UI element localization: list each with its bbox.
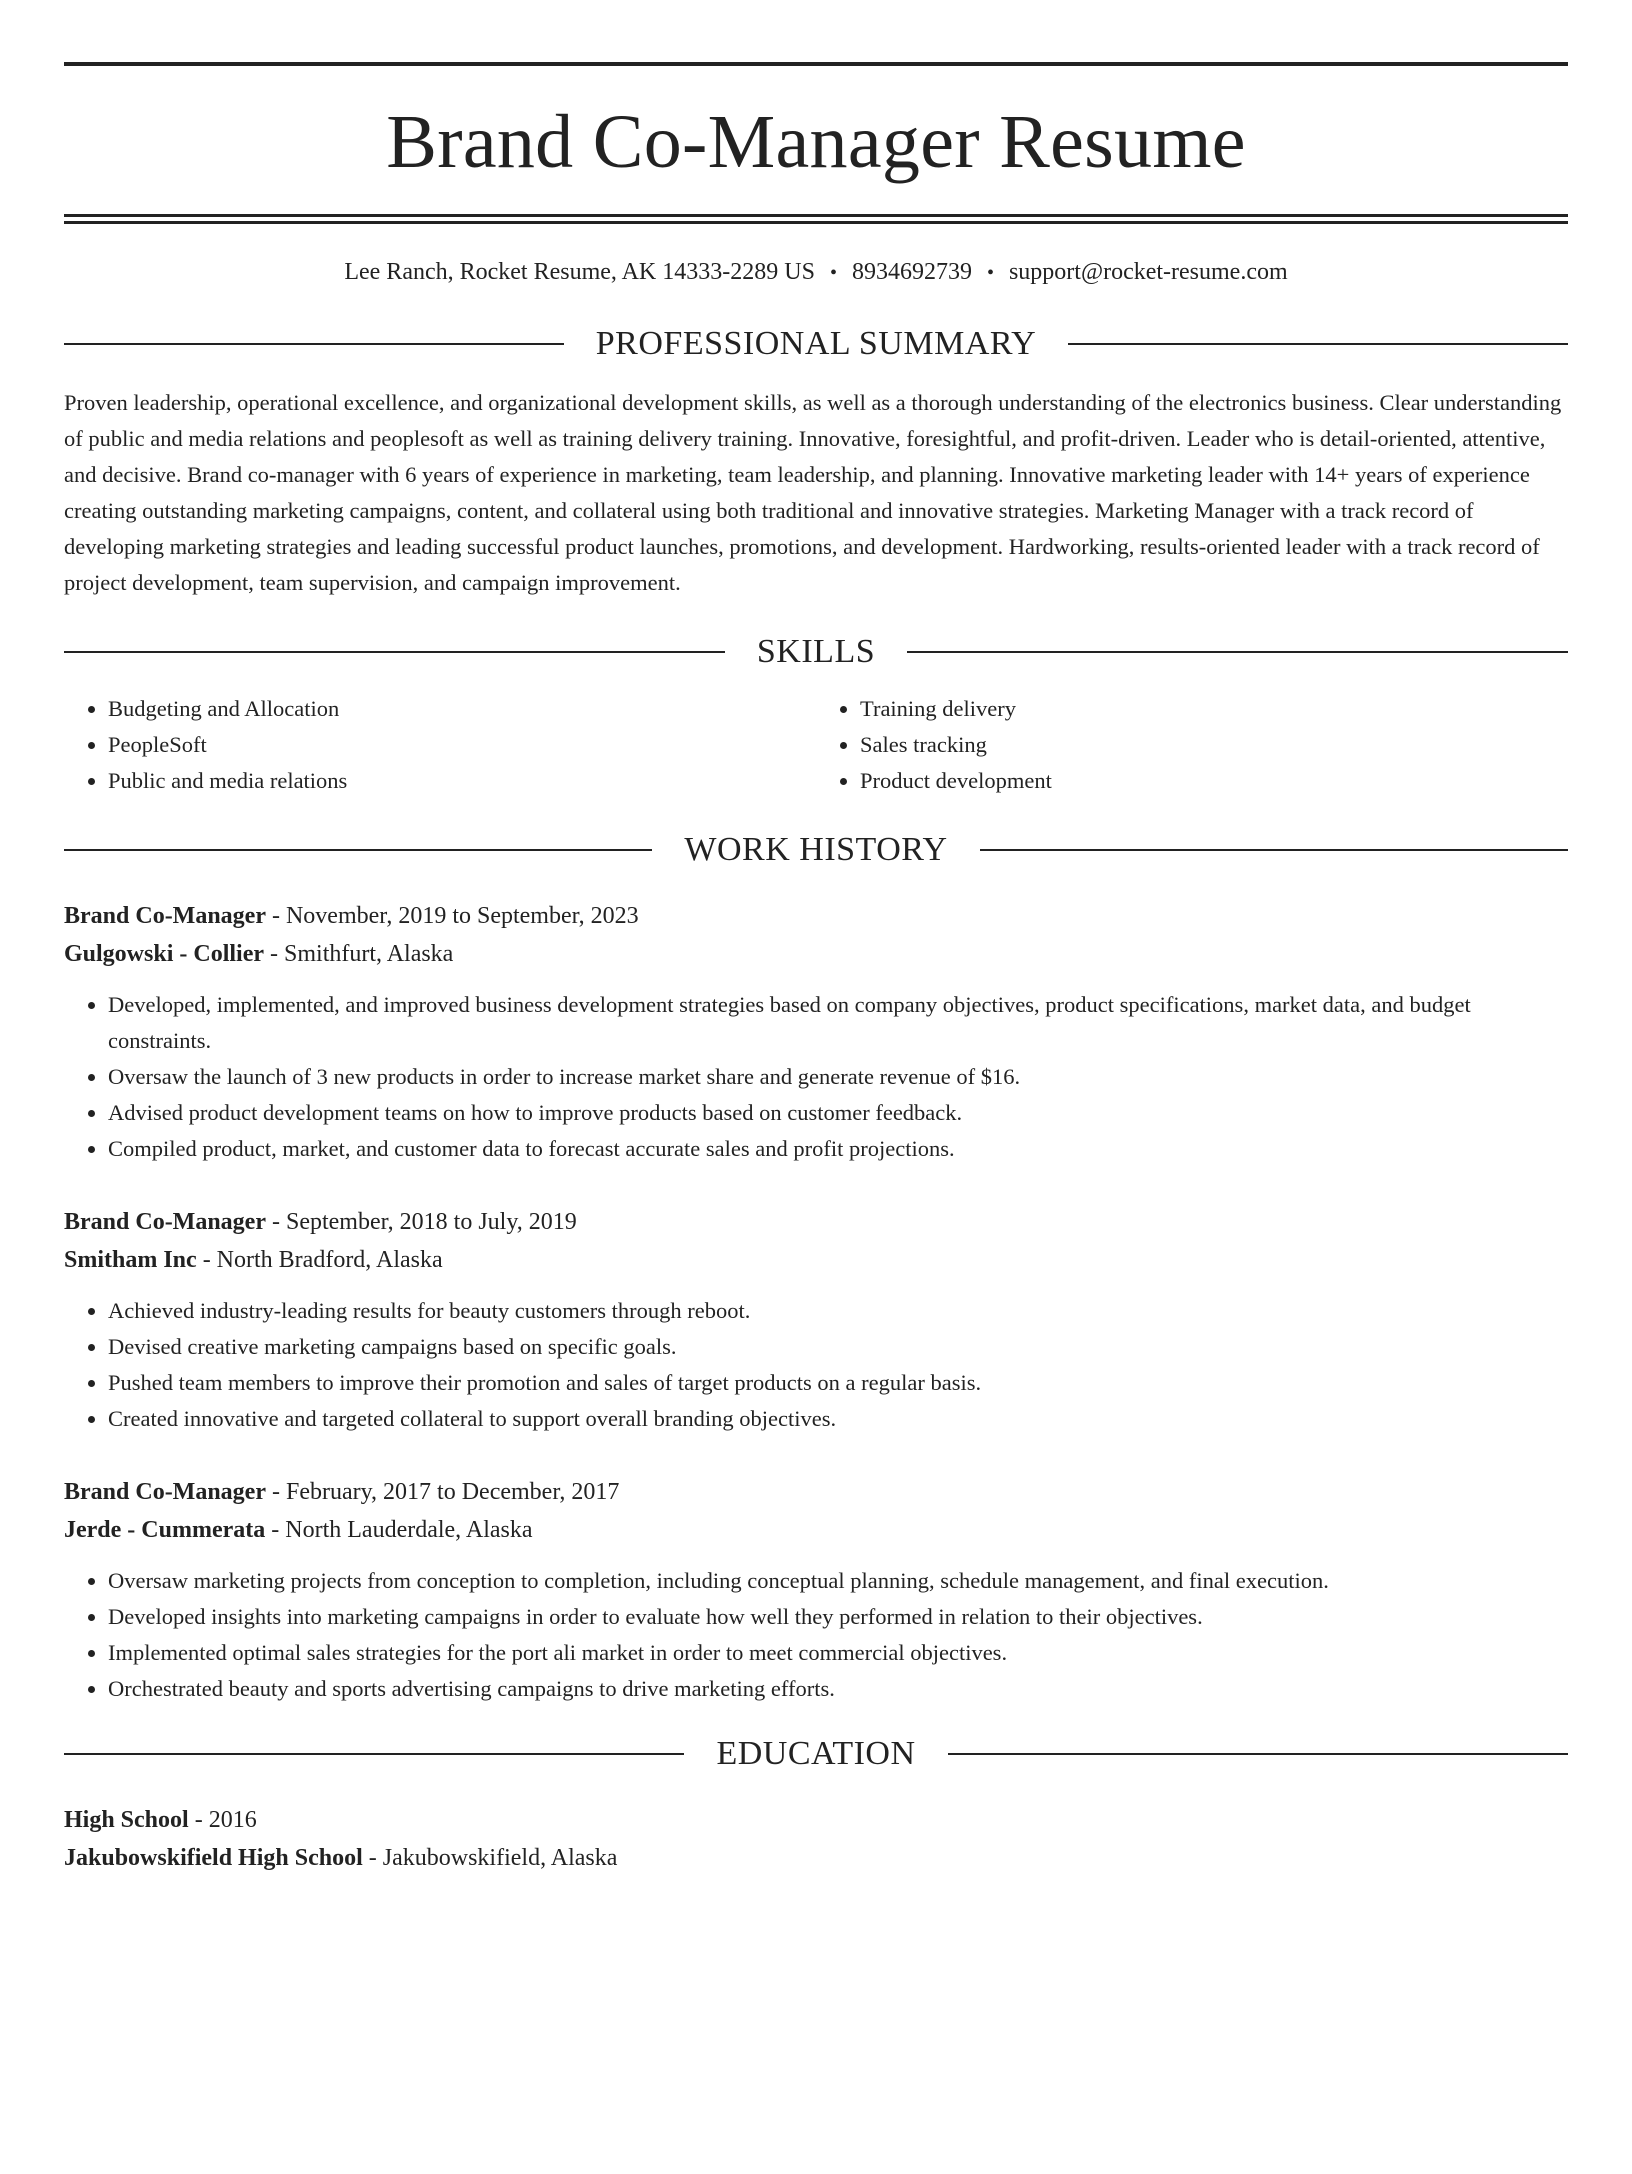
job-title-line [64,897,1568,935]
job-bullets [64,987,1568,1167]
section-rule-left [64,651,725,653]
contact-email: support@rocket-resume.com [1008,259,1288,285]
job-bullet: • Devised creative marketing campaigns based on specific goals. [108,1329,1568,1365]
job-title: Brand Co-Manager [64,902,266,929]
job-location: - North Bradford, Alaska [196,1246,443,1273]
summary-paragraph: Proven leadership, operational excellence, and organizational development skills, as well as a thorough understanding of the electronics business. Clear understanding of public and media relations and peoplesoft as well as training delivery training. Innovative, foresightful, and profit-driven. Leader who is detail-oriented, attentive, and decisive. Brand co-manager with 6 years of experience in marketing, team leadership, and planning. Innovative marketing leader with 14+ years of experience creating outstanding marketing campaigns, content, and collateral using both traditional and innovative strategies. Marketing Manager with a track record of developing marketing strategies and leading successful product launches, promotions, and development. Hardworking, results-oriented leader with a track record of project development, team supervision, and campaign improvement. [64,389,1562,595]
contact-separator: • [829,262,837,284]
job-title-line [64,1203,1568,1241]
section-title-education: EDUCATION [716,1734,916,1772]
skill-item: • Product development [860,763,1568,799]
job-company-line [64,935,1568,973]
contact-separator: • [986,262,994,284]
section-rule-right [980,849,1568,851]
job-location: - North Lauderdale, Alaska [265,1516,533,1543]
section-rule-left [64,1753,684,1755]
section-heading-education [64,1734,1568,1772]
job-bullet: • Created innovative and targeted collateral to support overall branding objectives. [108,1401,1568,1437]
job-company-line [64,1511,1568,1549]
job-entry [64,1473,1568,1707]
skill-item: • Budgeting and Allocation [108,691,816,727]
education-location: - Jakubowskifield, Alaska [362,1844,618,1871]
job-entry [64,1203,1568,1437]
job-company: Smitham Inc [64,1246,197,1273]
job-location: - Smithfurt, Alaska [264,940,454,967]
job-bullet: • Orchestrated beauty and sports advertising campaigns to drive marketing efforts. [108,1671,1568,1707]
resume-page [0,62,1632,2174]
section-rule-right [948,1753,1568,1755]
job-dates: - February, 2017 to December, 2017 [265,1478,620,1505]
education-school: Jakubowskifield High School [64,1844,363,1871]
job-bullet: • Achieved industry-leading results for beauty customers through reboot. [108,1293,1568,1329]
section-rule-left [64,343,564,345]
education-school-line [64,1839,1568,1877]
job-bullet: • Implemented optimal sales strategies for the port ali market in order to meet commercial objectives. [108,1635,1568,1671]
skill-item: • Sales tracking [860,727,1568,763]
section-title-skills: SKILLS [756,632,876,670]
contact-line [64,258,1568,287]
top-rule [64,62,1568,66]
job-dates: - November, 2019 to September, 2023 [265,902,639,929]
job-title: Brand Co-Manager [64,1208,266,1235]
job-bullet: • Developed, implemented, and improved business development strategies based on company objectives, product specifications, market data, and budget constraints. [108,987,1568,1059]
job-title-line [64,1473,1568,1511]
skill-item: • PeopleSoft [108,727,816,763]
resume-title: Brand Co-Manager Resume [386,100,1246,184]
section-title-summary: PROFESSIONAL SUMMARY [595,324,1037,362]
job-bullet: • Pushed team members to improve their promotion and sales of target products on a regular basis. [108,1365,1568,1401]
contact-address: Lee Ranch, Rocket Resume, AK 14333-2289 US [344,259,815,285]
skills-column-right [816,691,1568,799]
skill-item: • Training delivery [860,691,1568,727]
section-heading-summary [64,324,1568,362]
education-degree: High School [64,1806,189,1833]
title-double-rule [64,214,1568,224]
job-entry [64,897,1568,1167]
job-title: Brand Co-Manager [64,1478,266,1505]
job-company: Jerde - Cummerata [64,1516,266,1543]
skill-item: • Public and media relations [108,763,816,799]
section-heading-skills [64,632,1568,670]
job-company-line [64,1241,1568,1279]
section-title-work: WORK HISTORY [684,830,948,868]
job-bullet: • Oversaw marketing projects from conception to completion, including conceptual planning, schedule management, and final execution. [108,1563,1568,1599]
job-bullets [64,1293,1568,1437]
job-bullet: • Advised product development teams on how to improve products based on customer feedback. [108,1095,1568,1131]
section-rule-left [64,849,652,851]
section-rule-right [907,651,1568,653]
section-rule-right [1068,343,1568,345]
job-bullets [64,1563,1568,1707]
job-dates: - September, 2018 to July, 2019 [265,1208,577,1235]
education-entry [64,1801,1568,1877]
job-bullet: • Oversaw the launch of 3 new products in order to increase market share and generate revenue of $16. [108,1059,1568,1095]
job-bullet: • Compiled product, market, and customer data to forecast accurate sales and profit projections. [108,1131,1568,1167]
job-bullet: • Developed insights into marketing campaigns in order to evaluate how well they performed in relation to their objectives. [108,1599,1568,1635]
contact-phone: 8934692739 [851,259,972,285]
job-company: Gulgowski - Collier [64,940,265,967]
education-year: - 2016 [188,1806,257,1833]
education-degree-line [64,1801,1568,1839]
skills-column-left [64,691,816,799]
skills-list [64,691,1568,799]
section-heading-work [64,830,1568,868]
